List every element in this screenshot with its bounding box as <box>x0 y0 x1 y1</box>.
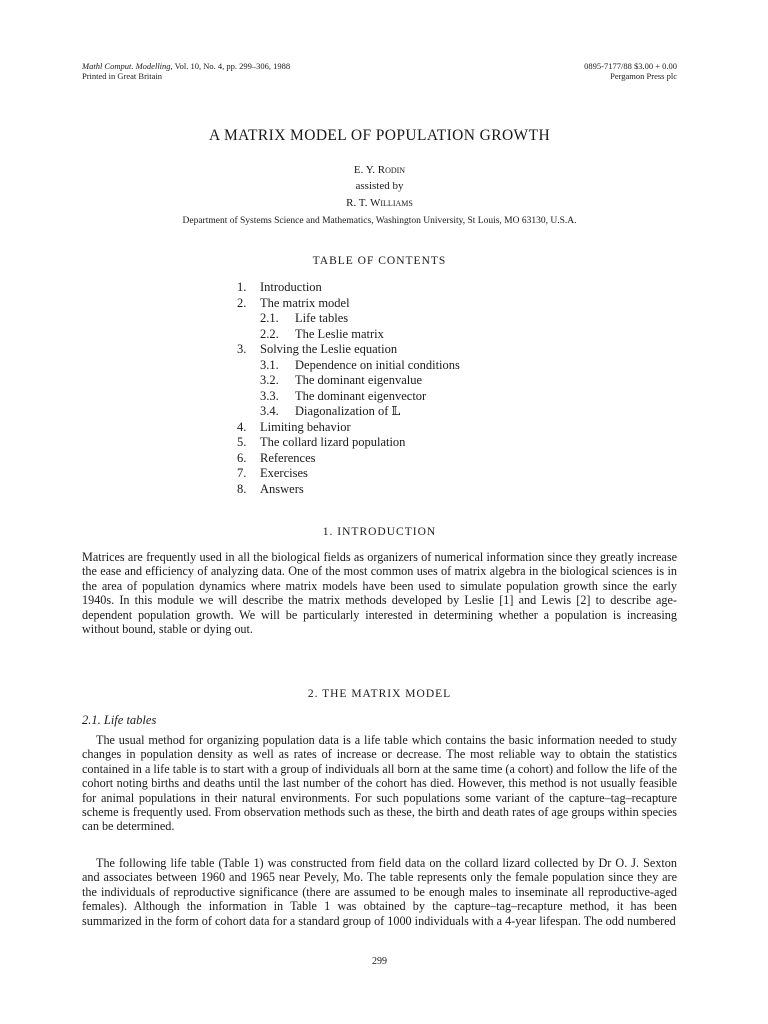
toc-item-number: 4. <box>237 419 247 434</box>
toc-item-label: Diagonalization of 𝕃 <box>295 404 401 418</box>
coauthor-name: R. T. Williams <box>346 197 413 209</box>
journal-citation <box>82 61 290 81</box>
toc-item-label: Limiting behavior <box>260 419 351 434</box>
toc-item-number: 2.1. <box>260 311 279 325</box>
toc-item-number: 6. <box>237 450 247 465</box>
toc-item-label: Dependence on initial conditions <box>295 357 460 372</box>
toc-item-number: 3.4. <box>260 404 279 418</box>
toc-item-number: 3.3. <box>260 388 279 403</box>
toc-item-label: Answers <box>260 481 304 496</box>
journal-name: Mathl Comput. Modelling, <box>82 61 173 71</box>
toc-item <box>237 420 460 436</box>
assisted-by-label: assisted by <box>355 180 404 192</box>
toc-item-number: 2. <box>237 295 247 310</box>
toc-item-number: 5. <box>237 435 247 449</box>
toc-item <box>237 482 460 498</box>
printed-location: Printed in Great Britain <box>82 71 163 81</box>
toc-item-label: Exercises <box>260 466 308 480</box>
toc-item <box>237 435 460 451</box>
toc-item-number: 8. <box>237 481 247 496</box>
toc-heading: TABLE OF CONTENTS <box>312 255 447 267</box>
toc-item-label: Solving the Leslie equation <box>260 342 398 356</box>
page-number: 299 <box>372 956 387 967</box>
toc-item-number: 2.2. <box>260 326 279 341</box>
toc-item <box>237 451 460 467</box>
toc-item-label: The dominant eigenvalue <box>295 373 423 387</box>
paper-title: A MATRIX MODEL OF POPULATION GROWTH <box>208 127 551 144</box>
life-tables-paragraph-1: The usual method for organizing population data is a life table which contains the basic information needed to study changes in population density as well as rates of increase or decrease. The most reliable way to obtain the statistics contained in a life table is to start with a group of individuals all born at the same time (a cohort) and follow the life of the cohort noting births and deaths until the last number of the cohort has died. However, this method is not usually feasible for animal populations in their natural environments. For such populations some variant of the capture–tag–recapture scheme is frequently used. From observation methods such as these, the birth and death rates of age groups within species can be determined. <box>82 733 677 834</box>
toc-item <box>237 327 460 343</box>
toc-item-label: The Leslie matrix <box>295 326 384 341</box>
volume-info: Vol. 10, No. 4, pp. 299–306, 1988 <box>172 61 291 71</box>
toc-item-label: References <box>260 450 316 465</box>
life-tables-subheading: 2.1. Life tables <box>82 713 157 727</box>
author-name: E. Y. Rodin <box>353 164 406 176</box>
affiliation: Department of Systems Science and Mathematics, Washington University, St Louis, MO 63130, U.S.A. <box>182 216 577 226</box>
toc-item-number: 3.1. <box>260 357 279 372</box>
toc-item <box>237 389 460 405</box>
toc-item-number: 1. <box>237 280 247 294</box>
toc-item-label: The matrix model <box>260 295 350 310</box>
publisher-name: Pergamon Press plc <box>610 71 677 81</box>
toc-item <box>237 296 460 312</box>
introduction-heading: 1. INTRODUCTION <box>322 526 437 538</box>
publisher-info <box>584 61 677 81</box>
table-of-contents <box>237 280 460 497</box>
toc-item <box>237 280 460 296</box>
toc-item-number: 3.2. <box>260 373 279 387</box>
introduction-paragraph: Matrices are frequently used in all the biological fields as organizers of numerical information since they greatly increase the ease and efficiency of analyzing data. One of the most common uses of matrix algebra in the biological sciences is in the area of population dynamics where matrix models have been used to simulate population growth since the early 1940s. In this module we will describe the matrix methods developed by Leslie [1] and Lewis [2] to describe age-dependent population growth. We will be particularly interested in determining whether a population is increasing without bound, stable or dying out. <box>82 550 677 637</box>
toc-item <box>237 311 460 327</box>
toc-item-label: Life tables <box>295 311 349 325</box>
toc-item <box>237 404 460 420</box>
toc-item <box>237 358 460 374</box>
toc-item-label: Introduction <box>260 280 322 294</box>
toc-item-label: The collard lizard population <box>260 435 406 449</box>
toc-item-label: The dominant eigenvector <box>295 388 427 403</box>
matrix-model-heading: 2. THE MATRIX MODEL <box>307 688 452 700</box>
toc-item <box>237 466 460 482</box>
toc-item-number: 7. <box>237 466 247 480</box>
toc-item-number: 3. <box>237 342 247 356</box>
life-tables-paragraph-2: The following life table (Table 1) was constructed from field data on the collard lizard collected by Dr O. J. Sexton and associates between 1960 and 1965 near Pevely, Mo. The table represents only the female population since they are the individuals of reproductive significance (there are assumed to be enough males to inseminate all reproductive-aged females). Although the information in Table 1 was obtained by the capture–tag–recapture method, it has been summarized in the form of cohort data for a standard group of 1000 individuals with a 4-year lifespan. The odd numbered <box>82 856 677 928</box>
issn-price: 0895-7177/88 $3.00 + 0.00 <box>584 61 677 71</box>
toc-item <box>237 373 460 389</box>
toc-item <box>237 342 460 358</box>
